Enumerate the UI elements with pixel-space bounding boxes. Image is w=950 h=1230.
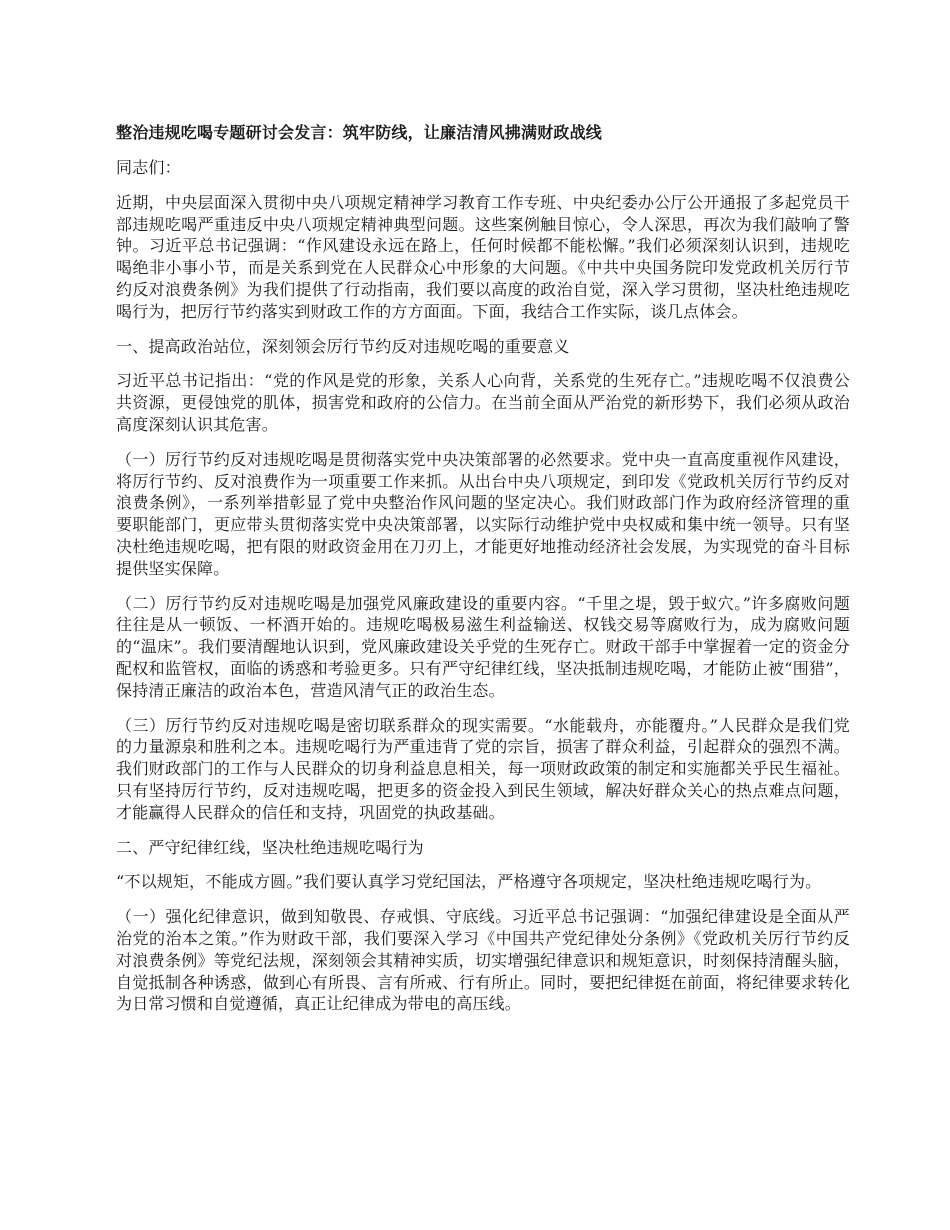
section-heading-1: 一、提高政治站位，深刻领会厉行节约反对违规吃喝的重要意义 — [116, 336, 570, 356]
paragraph-section1-intro: 习近平总书记指出：“党的作风是党的形象，关系人心向背，关系党的生死存亡。”违规吃喝不仅浪费公共资源，更侵蚀党的肌体，损害党和政府的公信力。在当前全面从严治党的新形势下，我们必须从政治高度深刻认识其危害。 — [116, 371, 850, 434]
paragraph-section1-point3: （三）厉行节约反对违规吃喝是密切联系群众的现实需要。“水能载舟，亦能覆舟。”人民群众是我们党的力量源泉和胜利之本。违规吃喝行为严重违背了党的宗旨，损害了群众利益，引起群众的强烈不满。我们财政部门的工作与人民群众的切身利益息息相关，每一项财政政策的制定和实施都关乎民生福祉。只有坚持厉行节约，反对违规吃喝，把更多的资金投入到民生领域，解决好群众关心的热点难点问题，才能赢得人民群众的信任和支持，巩固党的执政基础。 — [116, 715, 850, 822]
document-page — [116, 122, 850, 1028]
salutation: 同志们： — [116, 158, 181, 177]
document-title: 整治违规吃喝专题研讨会发言：筑牢防线，让廉洁清风拂满财政战线 — [116, 123, 603, 142]
paragraph-section1-point1: （一）厉行节约反对违规吃喝是贯彻落实党中央决策部署的必然要求。党中央一直高度重视作风建设，将厉行节约、反对浪费作为一项重要工作来抓。从出台中央八项规定，到印发《党政机关厉行节约反对浪费条例》，一系列举措彰显了党中央整治作风问题的坚定决心。我们财政部门作为政府经济管理的重要职能部门，更应带头贯彻落实党中央决策部署，以实际行动维护党中央权威和集中统一领导。只有坚决杜绝违规吃喝，把有限的财政资金用在刀刃上，才能更好地推动经济社会发展，为实现党的奋斗目标提供坚实保障。 — [116, 449, 850, 578]
paragraph-section2-intro: “不以规矩，不能成方圆。”我们要认真学习党纪国法，严格遵守各项规定，坚决杜绝违规吃喝行为。 — [116, 872, 822, 892]
paragraph-section1-point2: （二）厉行节约反对违规吃喝是加强党风廉政建设的重要内容。“千里之堤，毁于蚁穴。”许多腐败问题往往是从一顿饭、一杯酒开始的。违规吃喝极易滋生利益输送、权钱交易等腐败行为，成为腐败问题的“温床”。我们要清醒地认识到，党风廉政建设关乎党的生死存亡。财政干部手中掌握着一定的资金分配权和监管权，面临的诱惑和考验更多。只有严守纪律红线，坚决抵制违规吃喝，才能防止被“围猎”，保持清正廉洁的政治本色，营造风清气正的政治生态。 — [116, 593, 850, 700]
paragraph-section2-point1: （一）强化纪律意识，做到知敬畏、存戒惧、守底线。习近平总书记强调：“加强纪律建设是全面从严治党的治本之策。”作为财政干部，我们要深入学习《中国共产党纪律处分条例》《党政机关厉行节约反对浪费条例》等党纪法规，深刻领会其精神实质，切实增强纪律意识和规矩意识，时刻保持清醒头脑，自觉抵制各种诱惑，做到心有所畏、言有所戒、行有所止。同时，要把纪律挺在前面，将纪律要求转化为日常习惯和自觉遵循，真正让纪律成为带电的高压线。 — [116, 907, 850, 1014]
paragraph-intro: 近期，中央层面深入贯彻中央八项规定精神学习教育工作专班、中央纪委办公厅公开通报了多起党员干部违规吃喝严重违反中央八项规定精神典型问题。这些案例触目惊心，令人深思，再次为我们敲响了警钟。习近平总书记强调：“作风建设永远在路上，任何时候都不能松懈。”我们必须深刻认识到，违规吃喝绝非小事小节，而是关系到党在人民群众心中形象的大问题。《中共中央国务院印发党政机关厉行节约反对浪费条例》为我们提供了行动指南，我们要以高度的政治自觉，深入学习贯彻，坚决杜绝违规吃喝行为，把厉行节约落实到财政工作的方方面面。下面，我结合工作实际，谈几点体会。 — [116, 192, 850, 321]
section-heading-2: 二、严守纪律红线，坚决杜绝违规吃喝行为 — [116, 837, 424, 857]
